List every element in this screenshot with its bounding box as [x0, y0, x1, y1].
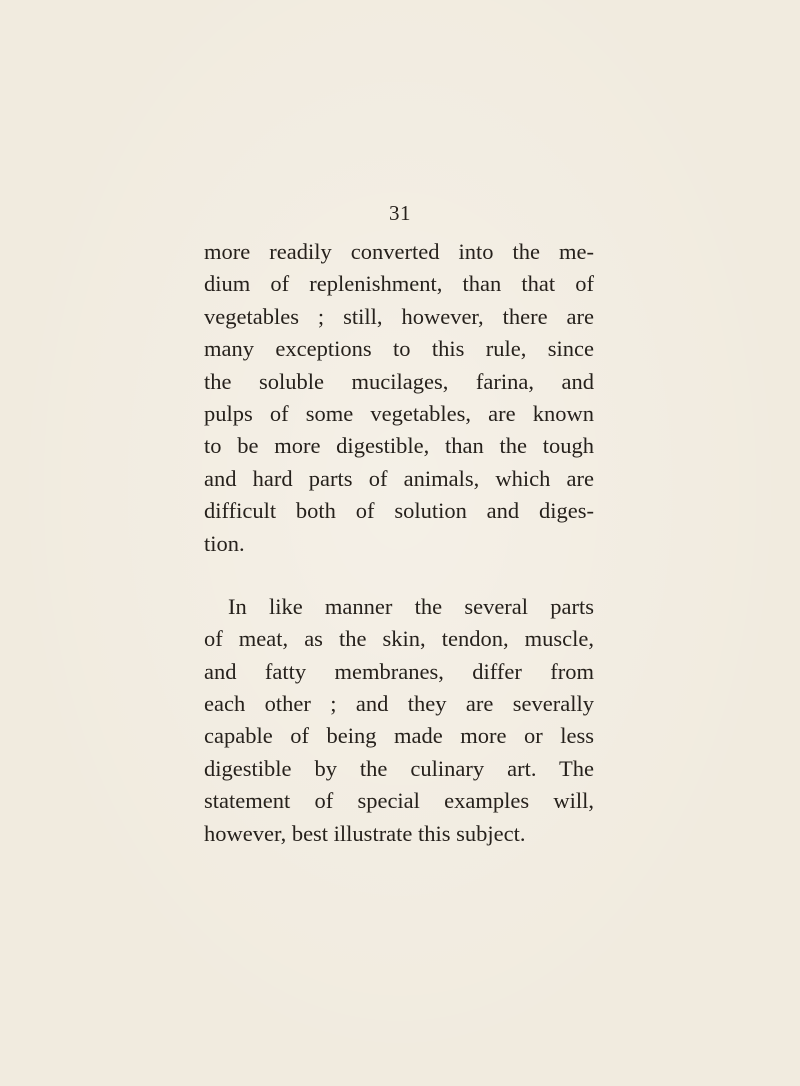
paragraph-1	[204, 236, 594, 560]
text-line: difficult both of solution and diges-	[204, 498, 594, 524]
text-line: and fatty membranes, differ from	[204, 658, 594, 684]
page-number: 31	[389, 201, 411, 225]
body-text	[204, 236, 594, 850]
text-line: dium of replenishment, than that of	[204, 271, 594, 297]
paragraph-2	[204, 591, 594, 850]
text-line: however, best illustrate this subject.	[204, 820, 526, 846]
text-line: and hard parts of animals, which are	[204, 465, 594, 491]
text-line: digestible by the culinary art. The	[204, 755, 594, 781]
paragraph-gap	[204, 560, 594, 591]
text-line: vegetables ; still, however, there are	[204, 303, 594, 329]
text-line: pulps of some vegetables, are known	[204, 400, 594, 426]
text-line: capable of being made more or less	[204, 723, 594, 749]
text-line: each other ; and they are severally	[204, 691, 594, 717]
text-line: In like manner the several parts	[228, 593, 594, 619]
text-line: many exceptions to this rule, since	[204, 336, 594, 362]
text-line: of meat, as the skin, tendon, muscle,	[204, 626, 594, 652]
text-line: the soluble mucilages, farina, and	[204, 368, 594, 394]
text-line: more readily converted into the me-	[204, 239, 594, 264]
text-line: to be more digestible, than the tough	[204, 433, 594, 459]
text-line: statement of special examples will,	[204, 788, 594, 814]
text-line: tion.	[204, 530, 245, 556]
